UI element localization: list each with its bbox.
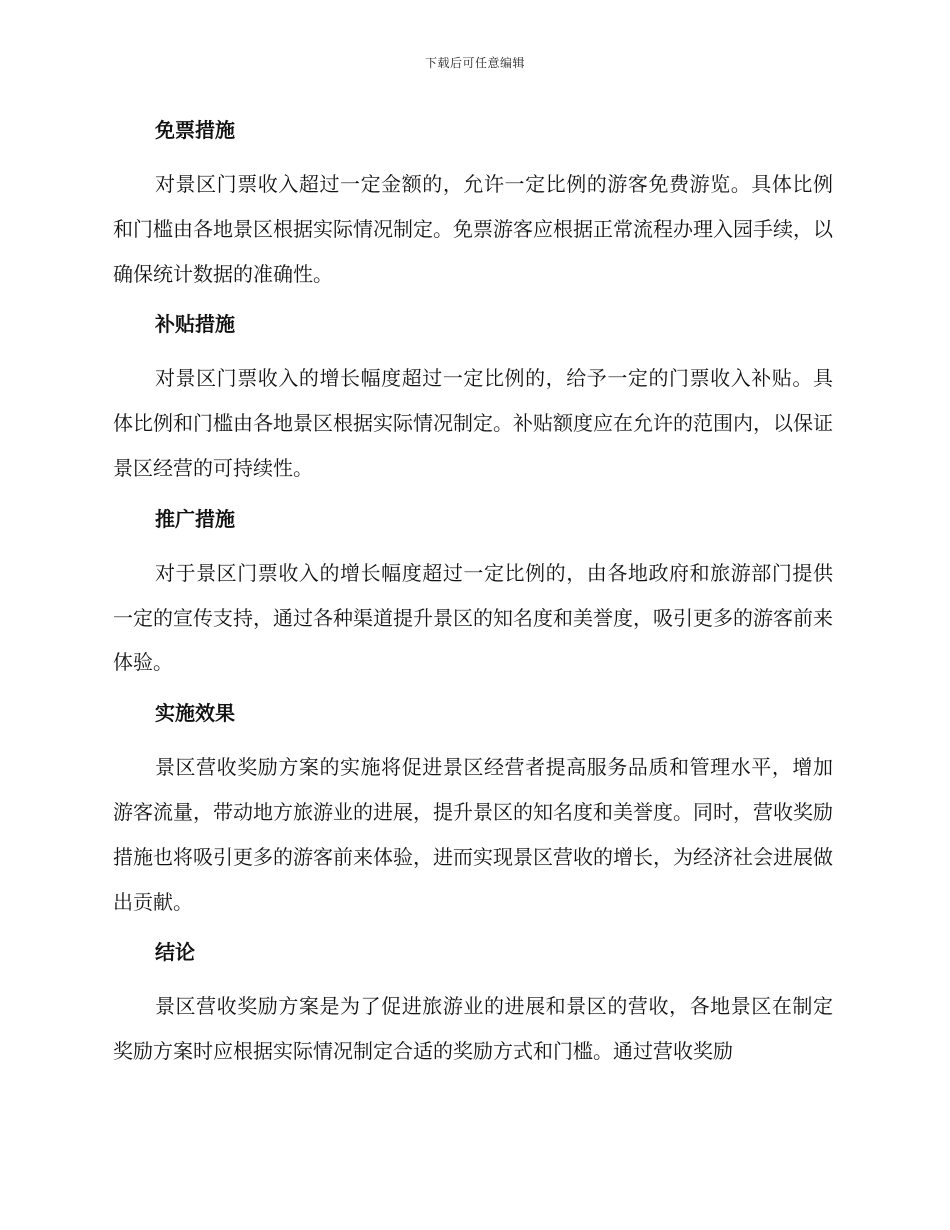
page-header: 下载后可任意编辑 bbox=[424, 56, 525, 70]
section-body-free-tickets: 对景区门票收入超过一定金额的，允许一定比例的游客免费游览。具体比例和门槛由各地景区根据实际情况制定。免票游客应根据正常流程办理入园手续，以确保统计数据的准确性。 bbox=[113, 172, 833, 286]
document-content bbox=[113, 112, 833, 1084]
section-body-subsidy: 对景区门票收入的增长幅度超过一定比例的，给予一定的门票收入补贴。具体比例和门槛由各地景区根据实际情况制定。补贴额度应在允许的范围内，以保证景区经营的可持续性。 bbox=[113, 366, 833, 480]
section-body-promotion: 对于景区门票收入的增长幅度超过一定比例的，由各地政府和旅游部门提供一定的宣传支持，通过各种渠道提升景区的知名度和美誉度，吸引更多的游客前来体验。 bbox=[113, 560, 833, 675]
section-heading-effects: 实施效果 bbox=[155, 701, 235, 726]
section-heading-promotion: 推广措施 bbox=[155, 506, 235, 531]
section-heading-free-tickets: 免票措施 bbox=[155, 118, 235, 142]
section-heading-subsidy: 补贴措施 bbox=[155, 312, 235, 337]
section-body-conclusion: 景区营收奖励方案是为了促进旅游业的进展和景区的营收，各地景区在制定奖励方案时应根据实际情况制定合适的奖励方式和门槛。通过营收奖励 bbox=[113, 994, 833, 1064]
section-heading-conclusion: 结论 bbox=[155, 940, 195, 965]
section-body-effects: 景区营收奖励方案的实施将促进景区经营者提高服务品质和管理水平，增加游客流量，带动地方旅游业的进展，提升景区的知名度和美誉度。同时，营收奖励措施也将吸引更多的游客前来体验，进而实现景区营收的增长，为经济社会进展做出贡献。 bbox=[113, 755, 833, 914]
